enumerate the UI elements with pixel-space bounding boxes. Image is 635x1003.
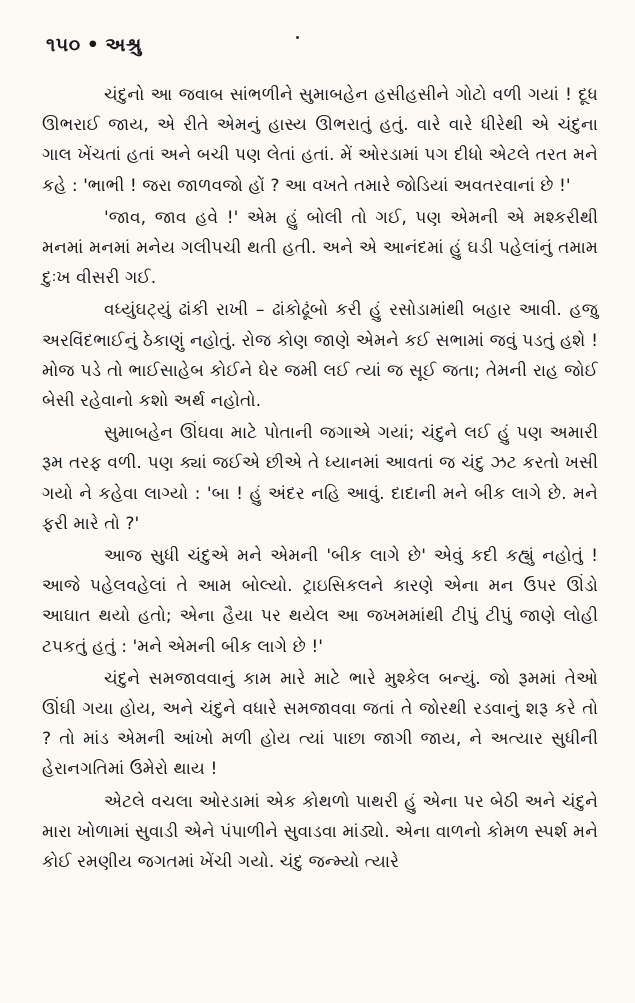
paragraph: વધ્યુંઘટ્યું ઢાંકી રાખી – ઢાંકોઢૂંબો કરી હું રસોડામાંથી બહાર આવી. હજુ અરવિંદભાઈનું ઠેકાણું નહોતું. રોજ કોણ જાણે એમને કઈ સભામાં જવું પડતું હશે ! મોજ પડે તો ભાઈસાહેબ કોઈને ઘેર જમી લઈ ત્યાં જ સૂઈ જતા; તેમની રાહ જોઈ બેસી રહેવાનો કશો અર્થ નહોતો.: [42, 300, 598, 412]
page-number: ૧૫૦: [46, 34, 81, 56]
header-separator: •: [86, 34, 100, 56]
paragraph: સુમાબહેન ઊંઘવા માટે પોતાની જગાએ ગયાં; ચંદુને લઈ હું પણ અમારી રૂમ તરફ વળી. પણ ક્યાં જઈએ છીએ તે ધ્યાનમાં આવતાં જ ચંદુ ઝટ કરતો ખસી ગયો ને કહેવા લાગ્યો : 'બા ! હું અંદર નહિ આવું. દાદાની મને બીક લાગે છે. મને ફરી મારે તો ?': [42, 423, 598, 534]
running-header: [46, 34, 142, 56]
paragraph: આજ સુધી ચંદુએ મને એમની 'બીક લાગે છે' એવું કદી કહ્યું નહોતું ! આજે પહેલવહેલાં તે આમ બોલ્યો. ટ્રાઇસિકલને કારણે એના મન ઉપર ઊંડો આઘાત થયો હતો; એના હૈયા પર થયેલ આ જખમમાંથી ટીપું ટીપું જાણે લોહી ટપકતું હતું : 'મને એમની બીક લાગે છે !': [42, 546, 598, 657]
book-title: અશ્રુ: [105, 34, 142, 56]
paragraph: ચંદુનો આ જવાબ સાંભળીને સુમાબહેન હસીહસીને ગોટો વળી ગયાં ! દૂધ ઊભરાઈ જાય, એ રીતે એમનું હાસ્ય ઊભરાતું હતું. વારે વારે ધીરેથી એ ચંદુના ગાલ ખેંચતાં હતાં અને બચી પણ લેતાં હતાં. મેં ઓરડામાં પગ દીધો એટલે તરત મને કહે : 'ભાભી ! જરા જાળવજો હોં ? આ વખતે તમારે જોડિયાં અવતરવાનાં છે !': [42, 85, 598, 196]
body-text: [42, 80, 598, 877]
paragraph: એટલે વચલા ઓરડામાં એક કોથળો પાથરી હું એના પર બેઠી અને ચંદુને મારા ખોળામાં સુવાડી એને પંપાળીને સુવાડવા માંડ્યો. એના વાળનો કોમળ સ્પર્શ મને કોઈ રમણીય જગતમાં ખેંચી ગયો. ચંદુ જન્મ્યો ત્યારે: [42, 791, 598, 873]
paragraph: 'જાવ, જાવ હવે !' એમ હું બોલી તો ગઈ, પણ એમની એ મશ્કરીથી મનમાં મનમાં મનેય ગલીપચી થતી હતી. અને એ આનંદમાં હું ઘડી પહેલાંનું તમામ દુઃખ વીસરી ગઈ.: [42, 207, 598, 289]
paragraph: ચંદુને સમજાવવાનું કામ મારે માટે ભારે મુશ્કેલ બન્યું. જો રૂમમાં તેઓ ઊંઘી ગયા હોય, અને ચંદુને વધારે સમજાવવા જતાં તે જોરથી રડવાનું શરૂ કરે તો ? તો માંડ એમની આંખો મળી હોય ત્યાં પાછા જાગી જાય, ને અત્યાર સુધીની હેરાનગતિમાં ઉમેરો થાય !: [42, 668, 598, 780]
print-speck: [296, 36, 299, 39]
